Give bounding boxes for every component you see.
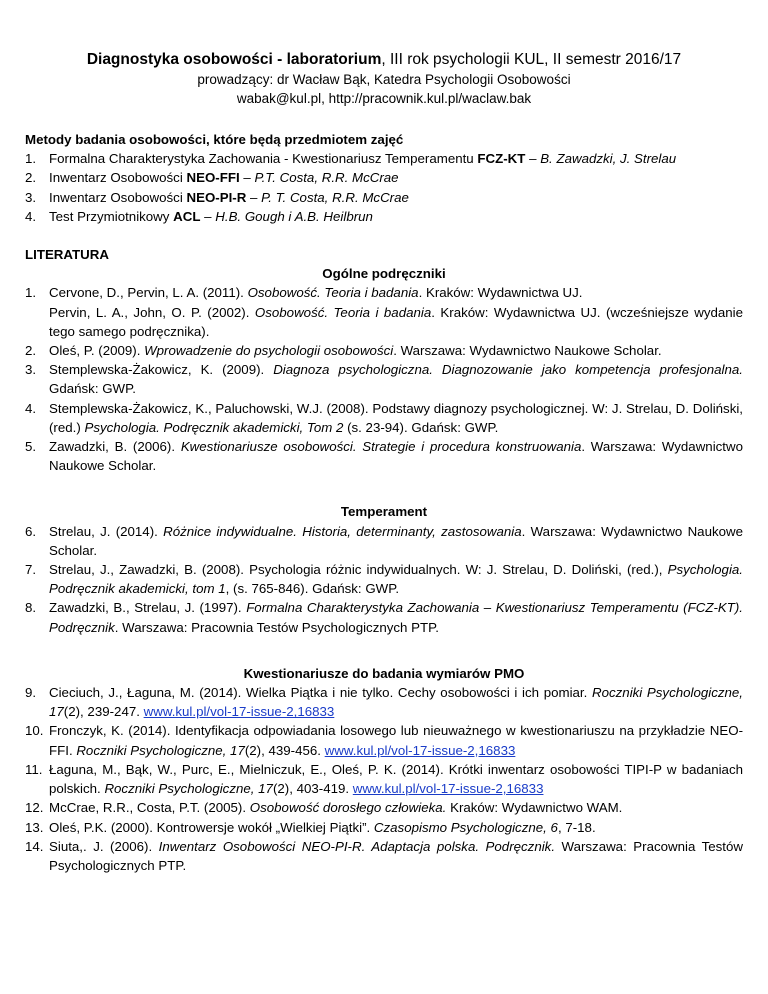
reference-italic: Formalna Charakterystyka Zachowania – Kwestionariusz Temperamentu (FCZ-KT). Podręcznik (49, 600, 744, 635)
reference-text: Warszawa: Pracownia Testów Psychologicznych PTP. (49, 838, 743, 873)
reference-list (25, 522, 743, 637)
item-number: 1. (25, 285, 37, 301)
method-name: Test Przymiotnikowy (49, 208, 174, 224)
reference-text: Zawadzki, B. (2006). (49, 439, 181, 455)
reference-item (25, 341, 743, 360)
reference-text: (2), 403-419. (272, 781, 353, 797)
reference-text: Pervin, L. A., John, O. P. (2002). (49, 304, 255, 320)
separator: – (239, 170, 255, 186)
reference-item (25, 522, 743, 560)
reference-list (25, 283, 743, 475)
reference-text: Stemplewska-Żakowicz, K. (2009). (49, 362, 274, 378)
item-number: 3. (25, 189, 37, 205)
instructor-line: prowadzący: dr Wacław Bąk, Katedra Psychologii Osobowości (197, 72, 571, 87)
item-number: 2. (25, 170, 37, 186)
literature-group-heading: Ogólne podręczniki (322, 266, 446, 282)
reference-text: Strelau, J., Zawadzki, B. (2008). Psychologia różnic indywidualnych. W: J. Strelau, D. Doliński, (red.), (49, 562, 668, 578)
reference-link[interactable]: www.kul.pl/vol-17-issue-2,16833 (324, 742, 516, 758)
reference-item (25, 303, 743, 341)
reference-text: . Warszawa: Pracownia Testów Psychologicznych PTP. (114, 619, 439, 635)
reference-item (25, 760, 743, 798)
item-number: 4. (25, 208, 37, 224)
reference-item (25, 360, 743, 398)
reference-item (25, 437, 743, 475)
reference-italic: Diagnoza psychologiczna. Diagnozowanie jako kompetencja profesjonalna. (273, 362, 744, 378)
reference-italic: Osobowość dorosłego człowieka. (249, 800, 447, 816)
document-header (0, 50, 768, 108)
method-name: Inwentarz Osobowości (49, 189, 187, 205)
reference-text: Cervone, D., Pervin, L. A. (2011). (49, 285, 248, 301)
item-number: 4. (25, 400, 37, 416)
reference-text: Kraków: Wydawnictwo WAM. (446, 800, 623, 816)
reference-italic: Psychologia. Podręcznik akademicki, Tom 2 (84, 419, 344, 435)
literature-heading: LITERATURA (25, 247, 109, 263)
item-number: 7. (25, 562, 37, 578)
reference-item (25, 683, 743, 721)
method-name: Inwentarz Osobowości (49, 170, 187, 186)
item-number: 13. (25, 819, 44, 835)
reference-text: Oleś, P.K. (2000). Kontrowersje wokół „Wielkiej Piątki”. (49, 819, 374, 835)
reference-text: . Warszawa: Wydawnictwo Naukowe Scholar. (49, 439, 743, 474)
item-number: 14. (25, 838, 44, 854)
reference-italic: Inwentarz Osobowości NEO-PI-R. Adaptacja polska. Podręcznik. (158, 838, 556, 854)
reference-italic: Kwestionariusze osobowości. Strategie i procedura konstruowania (180, 439, 582, 455)
method-item (25, 207, 743, 226)
literature-group-heading: Temperament (340, 504, 428, 520)
contact-line: wabak@kul.pl, http://pracownik.kul.pl/waclaw.bak (236, 91, 532, 106)
separator: – (200, 208, 216, 224)
reference-italic: Czasopismo Psychologiczne, 6 (373, 819, 558, 835)
methods-list (25, 149, 743, 226)
document-body (25, 130, 743, 875)
method-item (25, 188, 743, 207)
reference-text: Cieciuch, J., Łaguna, M. (2014). Wielka Piątka i nie tylko. Cechy osobowości i ich pomiar. (49, 685, 592, 701)
reference-item (25, 560, 743, 598)
document-title: Diagnostyka osobowości - laboratorium, III rok psychologii KUL, II semestr 2016/17 (86, 51, 682, 68)
method-acronym: FCZ-KT (477, 151, 526, 167)
separator: – (525, 151, 541, 167)
reference-italic: Roczniki Psychologiczne, 17 (76, 742, 245, 758)
reference-italic: Wprowadzenie do psychologii osobowości (144, 343, 394, 359)
reference-text: (2), 239-247. (63, 704, 144, 720)
item-number: 1. (25, 151, 37, 167)
reference-text: Gdańsk: GWP. (49, 381, 136, 397)
reference-link[interactable]: www.kul.pl/vol-17-issue-2,16833 (143, 704, 335, 720)
method-acronym: NEO-FFI (186, 170, 240, 186)
item-number: 8. (25, 600, 37, 616)
reference-text: (s. 23-94). Gdańsk: GWP. (343, 419, 499, 435)
reference-italic: Osobowość. Teoria i badania (254, 304, 432, 320)
item-number: 3. (25, 362, 37, 378)
reference-text: , (s. 765-846). Gdańsk: GWP. (225, 581, 400, 597)
reference-list (25, 683, 743, 875)
reference-item (25, 837, 743, 875)
reference-text: . Warszawa: Wydawnictwo Naukowe Scholar. (49, 523, 744, 558)
reference-text: , 7-18. (557, 819, 596, 835)
method-item (25, 168, 743, 187)
literature-group-heading: Kwestionariusze do badania wymiarów PMO (243, 665, 525, 681)
item-number: 10. (25, 723, 44, 739)
reference-item (25, 399, 743, 437)
reference-italic: Roczniki Psychologiczne, 17 (49, 685, 743, 720)
item-number: 2. (25, 343, 37, 359)
reference-text: Siuta,. J. (2006). (49, 838, 159, 854)
item-number: 11. (25, 761, 43, 777)
method-authors: H.B. Gough i A.B. Heilbrun (215, 208, 373, 224)
reference-italic: Roczniki Psychologiczne, 17 (104, 781, 273, 797)
reference-text: Stemplewska-Żakowicz, K., Paluchowski, W.J. (2008). Podstawy diagnozy psychologicznej. W: J. Strelau, D. Doliński, (red.) (49, 400, 743, 435)
method-acronym: ACL (173, 208, 201, 224)
reference-item (25, 283, 743, 302)
method-acronym: NEO-PI-R (186, 189, 247, 205)
reference-italic: Psychologia. Podręcznik akademicki, tom 1 (49, 562, 743, 597)
method-authors: B. Zawadzki, J. Strelau (540, 151, 677, 167)
item-number: 5. (25, 439, 37, 455)
reference-text: McCrae, R.R., Costa, P.T. (2005). (49, 800, 250, 816)
item-number: 6. (25, 523, 37, 539)
reference-item (25, 798, 743, 817)
reference-text: Strelau, J. (2014). (49, 523, 164, 539)
reference-text: Oleś, P. (2009). (49, 343, 145, 359)
reference-italic: Osobowość. Teoria i badania (247, 285, 419, 301)
method-item (25, 149, 743, 168)
separator: – (246, 189, 262, 205)
reference-text: . Warszawa: Wydawnictwo Naukowe Scholar. (393, 343, 662, 359)
reference-italic: Różnice indywidualne. Historia, determinanty, zastosowania (163, 523, 522, 539)
reference-text: Łaguna, M., Bąk, W., Purc, E., Mielniczuk, E., Oleś, P. K. (2014). Krótki inwentarz osobowości TIPI-P w badaniach polskich. (49, 761, 743, 797)
reference-text: (2), 439-456. (244, 742, 325, 758)
reference-link[interactable]: www.kul.pl/vol-17-issue-2,16833 (352, 781, 544, 797)
method-name: Formalna Charakterystyka Zachowania - Kwestionariusz Temperamentu (49, 151, 478, 167)
item-number: 12. (25, 800, 44, 816)
literature-groups (25, 264, 743, 875)
reference-item (25, 721, 743, 759)
reference-item (25, 818, 743, 837)
item-number: 9. (25, 685, 37, 701)
method-authors: P.T. Costa, R.R. McCrae (254, 170, 399, 186)
reference-text: . Kraków: Wydawnictwa UJ. (wcześniejsze wydanie tego samego podręcznika). (49, 304, 744, 339)
methods-heading: Metody badania osobowości, które będą przedmiotem zajęć (25, 132, 404, 147)
reference-text: Fronczyk, K. (2014). Identyfikacja odpowiadania losowego lub nieuważnego w kwestionariuszu na przykładzie NEO-FFI. (49, 723, 743, 758)
reference-text: Zawadzki, B., Strelau, J. (1997). (49, 600, 247, 616)
reference-item (25, 598, 743, 636)
reference-text: . Kraków: Wydawnictwa UJ. (418, 285, 583, 301)
method-authors: P. T. Costa, R.R. McCrae (261, 189, 409, 205)
